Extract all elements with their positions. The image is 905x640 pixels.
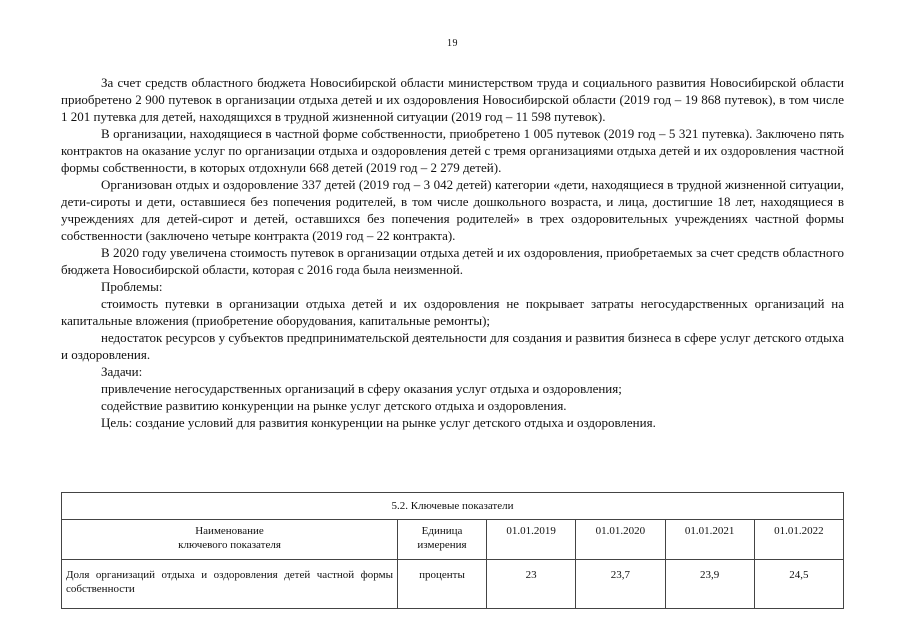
indicator-value: 24,5 — [754, 560, 843, 609]
goal-paragraph: Цель: создание условий для развития конкуренции на рынке услуг детского отдыха и оздоровления. — [101, 415, 656, 430]
paragraph: В организации, находящиеся в частной форме собственности, приобретено 1 005 путевок (2019 год – 5 321 путевка). Заключено пять контрактов на оказание услуг по организации отдыха и оздоровления детей с тремя организациями отдыха детей и их оздоровления частной формы собственности, в которых отдохнули 668 детей (2019 год – 2 279 детей). — [61, 126, 844, 175]
indicator-value: 23,7 — [576, 560, 665, 609]
table-row — [62, 560, 844, 609]
problems-heading: Проблемы: — [101, 279, 163, 294]
header-indicator-name: Наименование ключевого показателя — [62, 520, 398, 560]
header-date: 01.01.2021 — [665, 520, 754, 560]
header-date: 01.01.2022 — [754, 520, 843, 560]
indicator-value: 23 — [487, 560, 576, 609]
page-number: 19 — [447, 38, 458, 49]
header-date: 01.01.2020 — [576, 520, 665, 560]
header-unit: Единица измерения — [398, 520, 487, 560]
indicator-name: Доля организаций отдыха и оздоровления детей частной формы собственности — [62, 560, 398, 609]
task-item: привлечение негосударственных организаций в сферу оказания услуг отдыха и оздоровления; — [101, 381, 622, 396]
tasks-heading: Задачи: — [101, 364, 143, 379]
problem-item: стоимость путевки в организации отдыха детей и их оздоровления не покрывает затраты негосударственных организаций на капитальные вложения (приобретение оборудования, капитальные ремонты); — [61, 296, 844, 328]
table-caption: 5.2. Ключевые показатели — [62, 493, 844, 520]
indicator-value: 23,9 — [665, 560, 754, 609]
header-date: 01.01.2019 — [487, 520, 576, 560]
paragraph: В 2020 году увеличена стоимость путевок в организации отдыха детей и их оздоровления, приобретаемых за счет средств областного бюджета Новосибирской области, которая с 2016 года была неизменной. — [61, 245, 844, 277]
paragraph: За счет средств областного бюджета Новосибирской области министерством труда и социального развития Новосибирской области приобретено 2 900 путевок в организации отдыха детей и их оздоровления Новосибирской области (2019 год – 19 868 путевок), в том числе 1 201 путевка для детей, находящихся в трудной жизненной ситуации (2019 год – 11 598 путевок). — [61, 75, 844, 124]
key-indicators-table — [61, 492, 844, 609]
document-body — [61, 74, 844, 431]
paragraph: Организован отдых и оздоровление 337 детей (2019 год – 3 042 детей) категории «дети, находящиеся в трудной жизненной ситуации, дети-сироты и дети, оставшиеся без попечения родителей, в том числе дошкольного возраста, и лица, достигшие 18 лет, находящиеся в учреждениях для детей-сирот и детей, оставшихся без попечения родителей» в трех оздоровительных учреждениях частной формы собственности (заключено четыре контракта (2019 год – 22 контракта). — [61, 177, 844, 243]
key-indicators-table-wrapper — [61, 492, 844, 609]
indicator-unit: проценты — [398, 560, 487, 609]
task-item: содействие развитию конкуренции на рынке услуг детского отдыха и оздоровления. — [101, 398, 567, 413]
problem-item: недостаток ресурсов у субъектов предпринимательской деятельности для создания и развития бизнеса в сфере услуг детского отдыха и оздоровления. — [61, 330, 844, 362]
